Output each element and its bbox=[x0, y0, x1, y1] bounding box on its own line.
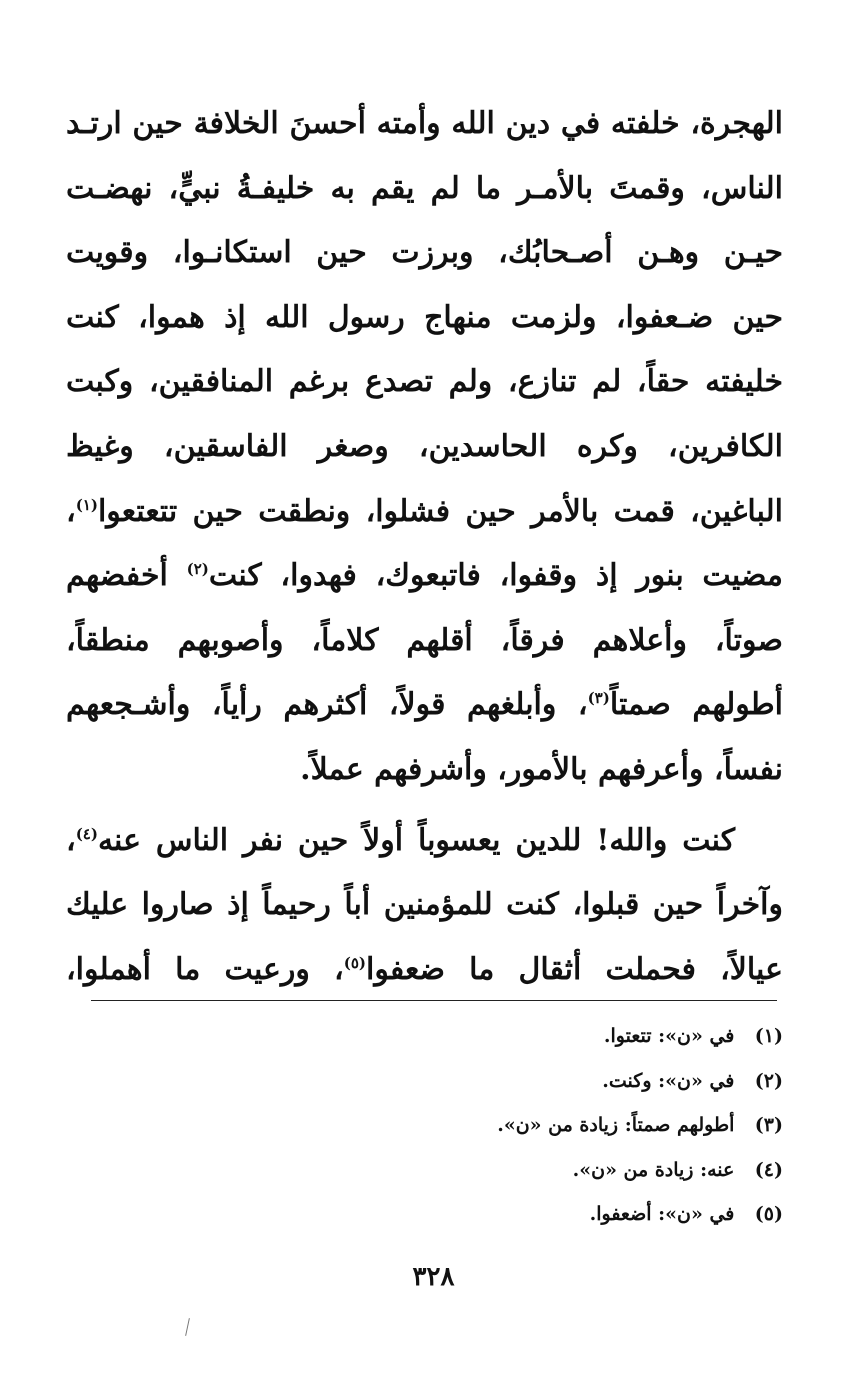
footnote-item bbox=[66, 1103, 783, 1148]
footnote-number: (١) bbox=[754, 1025, 783, 1047]
footnote-number: (٣) bbox=[754, 1114, 783, 1136]
text-line bbox=[66, 480, 783, 545]
footnote-mark-1: (١) bbox=[75, 495, 98, 514]
footnote-text: في «ن»: وكنت. bbox=[602, 1069, 735, 1092]
text-line: الكافرين، وكره الحاسدين، وصغر الفاسقين، وغيظ bbox=[66, 428, 783, 464]
text-segment: أخفضهم bbox=[66, 558, 168, 594]
footnote-text: أطولهم صمتاً: زيادة من «ن». bbox=[497, 1114, 735, 1136]
text-line: الهجرة، خلفته في دين الله وأمته أحسنَ الخلافة حين ارتـد bbox=[66, 106, 783, 141]
footnote-mark-5: (٥) bbox=[343, 953, 367, 972]
text-line bbox=[66, 938, 783, 1003]
footnote-text: في «ن»: أضعفوا. bbox=[589, 1203, 735, 1225]
footnote-item bbox=[66, 1192, 783, 1237]
text-line: وآخراً حين قبلوا، كنت للمؤمنين أباً رحيماً إذ صاروا عليك bbox=[66, 887, 783, 923]
text-segment: ، bbox=[66, 493, 76, 529]
text-segment: كنت والله! للدين يعسوباً أولاً حين نفر الناس عنه bbox=[97, 822, 735, 858]
text-line bbox=[66, 809, 783, 874]
text-segment: ، وأبلغهم قولاً، أكثرهم رأياً، وأشـجعهم bbox=[66, 687, 588, 723]
main-text bbox=[66, 92, 783, 1002]
text-line bbox=[66, 544, 783, 609]
footnote-text: عنه: زيادة من «ن». bbox=[572, 1158, 735, 1181]
footnotes bbox=[66, 1014, 783, 1237]
footnote-mark-3: (٣) bbox=[587, 689, 610, 708]
text-segment: عيالاً، فحملت أثقال ما ضعفوا bbox=[366, 951, 783, 987]
footnote-mark-4: (٤) bbox=[75, 824, 98, 843]
text-segment: أطولهم صمتاً bbox=[609, 687, 783, 723]
text-line bbox=[66, 673, 783, 738]
footnote-item bbox=[66, 1059, 783, 1104]
text-line: نفساً، وأعرفهم بالأمور، وأشرفهم عملاً. bbox=[300, 751, 783, 787]
footnote-mark-2: (٢) bbox=[186, 560, 209, 579]
footnote-number: (٢) bbox=[754, 1069, 783, 1092]
footnote-text: في «ن»: تتعتوا. bbox=[603, 1025, 735, 1047]
text-line: حيـن وهـن أصـحابُك، وبرزت حين استكانـوا، وقويت bbox=[66, 235, 783, 271]
text-line: صوتاً، وأعلاهم فرقاً، أقلهم كلاماً، وأصوبهم منطقاً، bbox=[66, 622, 783, 658]
text-line: الناس، وقمتَ بالأمـر ما لم يقم به خليفـةُ نبيٍّ، نهضـت bbox=[66, 170, 783, 206]
scan-mark bbox=[185, 1318, 190, 1336]
footnote-item bbox=[66, 1148, 783, 1193]
text-line: خليفته حقاً، لم تنازع، ولم تصدع برغم المنافقين، وكبت bbox=[66, 364, 783, 400]
page-number: ٣٢٨ bbox=[412, 1262, 455, 1292]
text-segment: الباغين، قمت بالأمر حين فشلوا، ونطقت حين تتعتعوا bbox=[97, 493, 783, 529]
footnote-number: (٤) bbox=[754, 1158, 783, 1181]
text-line: حين ضـعفوا، ولزمت منهاج رسول الله إذ هموا، كنت bbox=[66, 299, 783, 335]
text-segment: مضيت بنور إذ وقفوا، فاتبعوك، فهدوا، كنت bbox=[208, 558, 783, 594]
text-segment: ، ورعيت ما أهملوا، bbox=[66, 951, 344, 987]
footnote-divider bbox=[91, 1000, 777, 1001]
footnote-item bbox=[66, 1014, 783, 1059]
text-segment: ، bbox=[66, 822, 76, 858]
footnote-number: (٥) bbox=[754, 1203, 783, 1225]
